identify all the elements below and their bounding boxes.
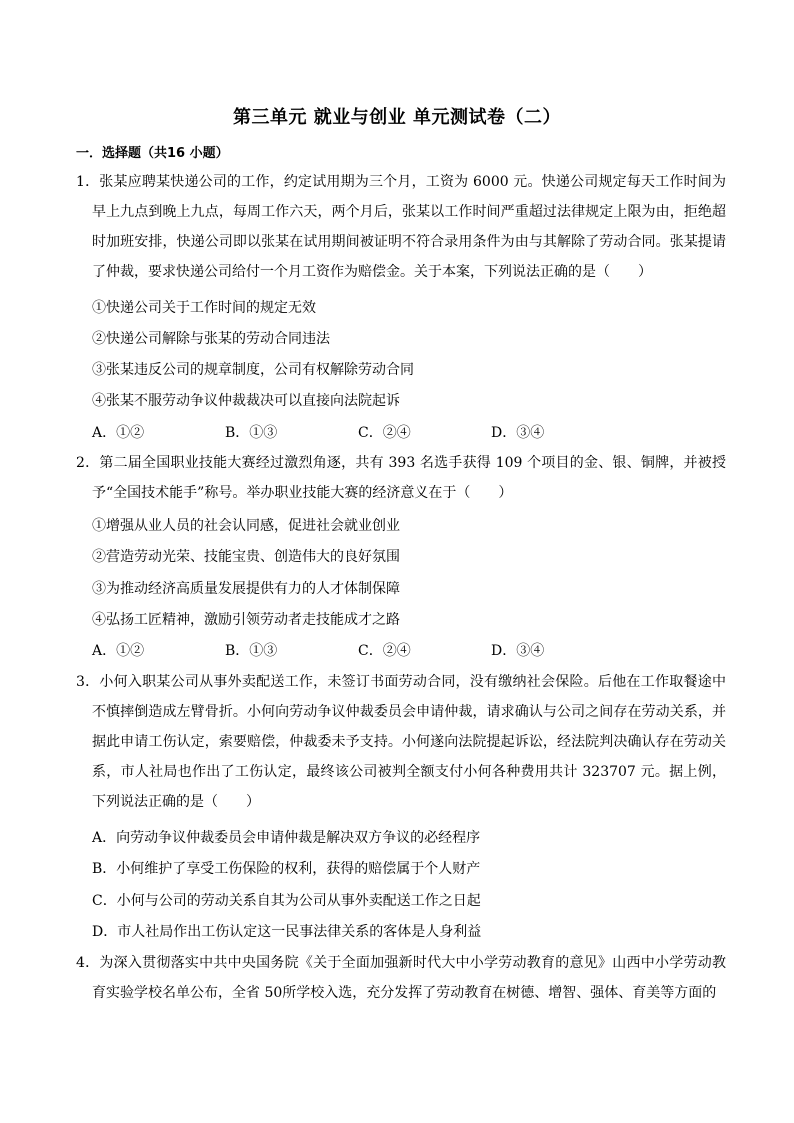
question-1-item-3: ③张某违反公司的规章制度，公司有权解除劳动合同 [92,362,414,378]
question-1-option-c[interactable]: C．②④ [358,425,411,441]
question-4-text: 4．为深入贯彻落实中共中央国务院《关于全面加强新时代大中小学劳动教育的意见》山西中小学劳动教育实验学校名单公布，全省 50所学校入选，充分发挥了劳动教育在树德、增智、强体、育美等方面的 [76,955,726,1001]
question-2-text: 2．第二届全国职业技能大赛经过激烈角逐，共有 393 名选手获得 109 个项目的金、银、铜牌，并被授予“全国技术能手”称号。举办职业技能大赛的经济意义在于（ ） [76,455,726,501]
question-2-options [92,641,624,661]
question-2-option-b[interactable]: B．①③ [225,643,278,659]
question-1-option-d[interactable]: D．③④ [491,425,545,441]
question-2-option-c[interactable]: C．②④ [358,643,411,659]
question-1-text: 1．张某应聘某快递公司的工作，约定试用期为三个月，工资为 6000 元。快递公司规定每天工作时间为早上九点到晚上九点，每周工作六天，两个月后，张某以工作时间严重超过法律规定上限为由，拒绝超时加班安排，快递公司即以张某在试用期间被证明不符合录用条件为由与其解除了劳动合同。张某提请了仲裁，要求快递公司给付一个月工资作为赔偿金。关于本案，下列说法正确的是（ ） [76,174,726,280]
question-2-item-4: ④弘扬工匠精神，激励引领劳动者走技能成才之路 [92,612,400,628]
question-3-option-d[interactable]: D．市人社局作出工伤认定这一民事法律关系的客体是人身利益 [92,924,482,940]
question-1-stem [76,167,726,287]
page-title: 第三单元 就业与创业 单元测试卷（二） [232,107,562,128]
question-2-option-d[interactable]: D．③④ [491,643,545,659]
question-2-stem [76,448,726,508]
question-3-text: 3．小何入职某公司从事外卖配送工作，未签订书面劳动合同，没有缴纳社会保险。后他在工作取餐途中不慎摔倒造成左臂骨折。小何向劳动争议仲裁委员会申请仲裁，请求确认与公司之间存在劳动关系，并据此申请工伤认定，索要赔偿，仲裁委未予支持。小何遂向法院提起诉讼，经法院判决确认存在劳动关系，市人社局也作出了工伤认定，最终该公司被判全额支付小何各种费用共计 323707 元。据上例，下列说法正确的是（ ） [76,674,726,810]
question-2-item-2: ②营造劳动光荣、技能宝贵、创造伟大的良好氛围 [92,549,400,565]
question-1-item-1: ①快递公司关于工作时间的规定无效 [92,300,316,316]
question-3-stem [76,667,726,817]
question-2-option-a[interactable]: A．①② [92,643,145,659]
question-3-option-b[interactable]: B．小何维护了享受工伤保险的权利，获得的赔偿属于个人财产 [92,861,481,877]
question-2-item-3: ③为推动经济高质量发展提供有力的人才体制保障 [92,581,400,597]
question-1-option-a[interactable]: A．①② [92,425,145,441]
question-1-option-b[interactable]: B．①③ [225,425,278,441]
question-1-item-4: ④张某不服劳动争议仲裁裁决可以直接向法院起诉 [92,393,400,409]
question-3-option-c[interactable]: C．小何与公司的劳动关系自其为公司从事外卖配送工作之日起 [92,893,481,909]
question-3-option-a[interactable]: A．向劳动争议仲裁委员会申请仲裁是解决双方争议的必经程序 [92,830,481,846]
question-1-item-2: ②快递公司解除与张某的劳动合同违法 [92,331,330,347]
question-4-stem [76,948,726,1008]
question-2-item-1: ①增强从业人员的社会认同感，促进社会就业创业 [92,518,400,534]
section-heading: 一．选择题（共16 小题） [76,146,229,161]
question-1-options [92,423,624,443]
